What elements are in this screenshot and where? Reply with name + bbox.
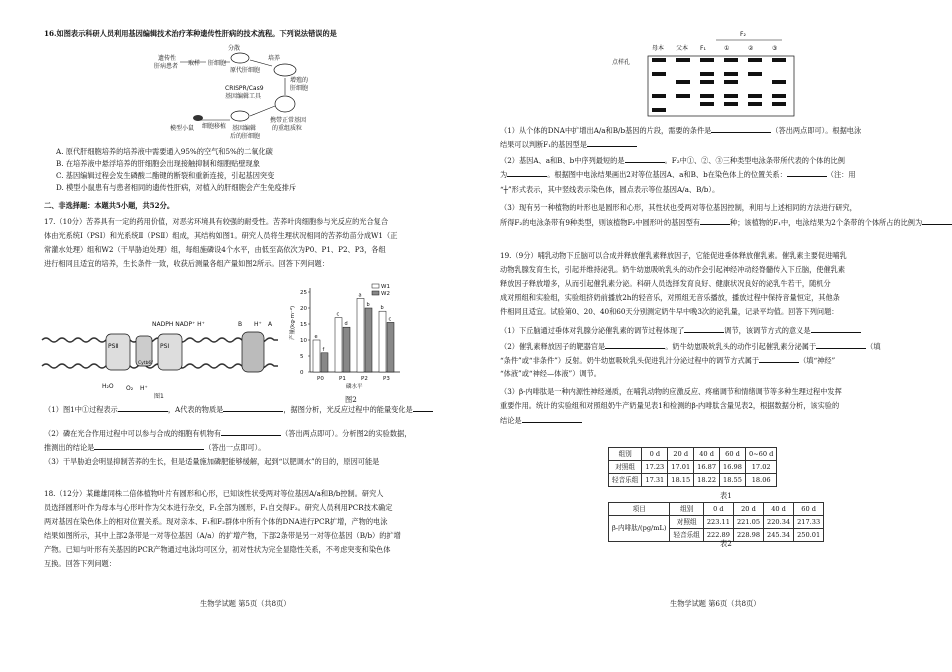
q18-line: 18.（12分）某雌雄同株二倍体植物叶片有圆形和心形，已知该性状受两对等位基因A/a和B/b控制。研究人 [44,489,384,498]
gel-frame [648,56,794,116]
t1-h: 0~60 d [745,448,776,461]
gel-wells [652,58,786,62]
ps2-complex [106,334,130,370]
fig-step6b: 肝细胞 [290,85,309,92]
gel-lane-label: 父本 [676,45,689,52]
dish-3 [231,111,249,121]
bar-W2-P0 [321,353,328,372]
q18-3: （3）现有另一种植物的叶形也是圆形和心形，其性状也受两对等位基因控制，利用与上述相同的方法进行研究， [500,203,857,212]
q19-2c: “体液”或“神经—体液”）调节。 [500,369,601,378]
table-row: 对照组 17.23 17.01 16.87 16.98 17.02 [609,461,777,474]
q18-1b: 结果可以判断F₁的基因型是 [500,140,637,148]
fig2-caption: 图2 [345,395,357,404]
fig-step9: 细胞移植 [202,123,227,130]
bar-W2-P1 [343,327,350,372]
fig-patient: 遗传性 [158,55,177,62]
right-footer: 生物学试题 第6页（共8页） [670,599,761,608]
ps1-complex [158,334,182,370]
fig-step4: 原代肝细胞 [230,67,261,74]
fig1-hplus: H⁺ [140,385,148,392]
legend-w2-label: W2 [381,291,390,297]
gel-lane-label: 母本 [652,45,665,52]
q18-line: 结果如图所示，其中上部2条带是一对等位基因（A/a）的扩增产物，下部2条带是另一对等位基因（B/b）的扩增 [44,531,401,540]
table-row: β-内啡肽/(pg/mL) 对照组 223.11 221.05 220.34 217.33 [609,516,824,529]
gel-well-label: 点样孔 [612,59,631,66]
gel-lane-label: F₁ [700,45,706,52]
plasmid [275,96,295,112]
q19-line: 成对照组和实验组，实验组挤奶前播放2h的轻音乐，对照组无音乐播放，播放过程中保持音量恒定，其他条 [500,293,840,302]
fig-tool2: 基因编辑工具 [225,93,262,100]
bar-W2-P3 [387,322,394,372]
q18-1: （1）从个体的DNA中扩增出A/a和B/b基因的片段，需要的条件是 （答出两点即可）。根据电泳 [500,126,862,135]
y-tick-label: 15 [300,322,307,328]
fig-step8: 基因编辑 [232,125,257,132]
y-tick-label: 25 [300,290,307,296]
gel-lane-label: ① [724,45,730,52]
figure-2-chart [288,280,406,390]
q18-line: 互换。回答下列问题： [44,559,116,568]
q17-line: 常灌水处理）组和W2（干旱胁迫处理）组，每组施磷设4个水平，由低至高依次为P0、P1、P2、P3，各组 [44,245,386,254]
fig1-o2: O₂ [126,385,134,392]
q18-line: 员选择圆形叶作为母本与心形叶作为父本进行杂交，F₁全部为圆形，F₁自交得F₂。研究人员利用PCR技术确定 [44,503,393,512]
fig1-cytb6f: Cytb6f [138,361,153,366]
t1-h: 20 d [668,448,694,461]
fig1-nadph: NADPH NADP⁺ H⁺ [152,321,205,328]
x-axis-label: 磷水平 [346,384,363,390]
bar-letter-label: e [314,334,318,340]
fig-step5: 培养 [268,55,281,62]
q18-line: 产物。已知与叶形有关基因的PCR产物通过电泳均可区分，初对性状为完全显隐性关系，不考虑突变和染色体 [44,545,391,554]
bar-letter-label: b [380,305,384,312]
fig1-h2o: H₂O [102,383,114,390]
y-tick-label: 20 [300,306,307,312]
legend-w2-swatch [372,291,379,295]
fig1-a: A [268,321,273,328]
q16-option-c: C. 基因编辑过程会发生磷酸二酯键的断裂和重新连接，引起基因突变 [56,171,275,180]
fig-step6: 增殖的 [290,77,309,84]
gel-lane-label: ③ [772,45,778,52]
q17-line: 17.（10分）苦荞具有一定的药用价值，对恶劣环境具有较强的耐受性。苦荞叶肉细胞参与光反应的光合复合 [44,217,389,226]
q19-line: 动物乳腺发育生长，引起并维持泌乳。奶牛幼崽吸吮乳头的动作会引起神经冲动经脊髓传入下丘脑，使催乳素 [500,265,846,274]
y-axis-label: 产量(kg·m⁻²) [290,305,296,340]
gel-figure [612,28,802,120]
x-tick-label: P3 [383,376,390,382]
fig1-ps2: PSⅡ [108,343,119,350]
fig-step2: 肝细胞 [208,60,227,67]
q19-2: （2）催乳素释放因子的靶器官是 。奶牛幼崽吸吮乳头的动作引起催乳素分泌属于 （填 [500,342,881,351]
table-1-header [609,448,777,461]
left-footer: 生物学试题 第5页（共8页） [200,599,291,608]
fig-patient2: 肝病患者 [154,63,179,70]
q19-line: 件相同且适宜。试验第0、20、40和60天分别测定奶牛早中晚3次的泌乳量，记录平均值。回答下列问题： [500,307,839,316]
bar-W1-P0 [313,340,320,372]
bar-letter-label: f [322,346,325,353]
t1-h: 组别 [609,448,642,461]
q16-option-b: B. 在培养液中悬浮培养的肝细胞会出现接触抑制和细胞贴壁现象 [56,159,260,168]
table-2 [608,502,824,542]
x-tick-label: P2 [361,376,368,382]
q19-2b: “条件”或“非条件”）反射。奶牛幼崽吸吮乳头促进乳汁分泌过程中的调节方式属于 （填“神经” [500,356,836,365]
legend-w1-label: W1 [381,284,390,290]
bar-W1-P2 [357,298,364,372]
q16-stem: 16.如图表示科研人员利用基因编辑技术治疗苯种遗传性肝病的技术流程。下列说法错误的是 [44,29,337,38]
bar-W1-P1 [335,318,342,372]
table-1-caption: 表1 [720,491,732,500]
q16-flow-figure [140,40,320,145]
t1-h: 60 d [720,448,746,461]
q18-2c: “┼”形式表示，其中竖线表示染色体，圆点表示等位基因A/a、B/b）。 [500,185,720,194]
t1-h: 0 d [642,448,668,461]
dish-2 [274,64,296,76]
atp-synthase [242,332,264,372]
q18-2b: 为 。根据图中电泳结果画出2对等位基因A、a和B、b在染色体上的位置关系： （注：用 [500,170,856,179]
q19-3: （3）β-内啡肽是一种内源性神经递质，在哺乳动物的应激反应、疼痛调节和情绪调节等多种生理过程中发挥 [500,387,842,396]
fig-step8b: 后的肝细胞 [230,133,261,140]
y-tick-label: 10 [300,338,307,344]
bar-letter-label: d [344,321,348,328]
fig-tool: CRISPR/Cas9 [225,85,264,92]
gel-bands [652,72,786,112]
bar-letter-label: c [388,316,392,323]
fig1-caption: 图1 [154,393,164,400]
fig-step1: 取样 [188,60,201,67]
table-1 [608,447,777,487]
q18-3b: 所得F₂的电泳条带有9种类型，则该植物F₂中圆形叶的基因型有 种；该植物的F₁中，电泳结果为2个条带的个体所占的比例为 [500,218,952,226]
q19-1: （1）下丘脑通过垂体对乳腺分泌催乳素的调节过程体现了 调节，该调节方式的意义是 [500,326,861,334]
figure-1 [42,318,282,398]
bar-W2-P2 [365,308,372,372]
table-row: 轻音乐组 17.31 18.15 18.22 18.55 18.06 [609,474,777,487]
y-tick-label: 0 [300,370,304,376]
q19-3c: 结论是 [500,416,582,424]
legend-w1-swatch [372,284,379,288]
y-tick-label: 5 [300,354,304,360]
bar-letter-label: b [366,302,370,308]
q19-line: 释放因子释放增多，从而引起催乳素分泌。科研人员选择发育良好、健康状况良好的泌乳牛若干，随机分 [500,279,831,288]
fig-step3: 分散 [228,45,241,52]
q16-option-d: D. 模型小鼠患有与患者相同的遗传性肝病，对植入的肝细胞会产生免疫排斥 [56,183,297,192]
section-2-heading: 二、非选择题：本题共5小题，共52分。 [44,201,175,210]
q17-3: （3）干旱胁迫会明显抑制苦荞的生长，但是适量施加磷肥能够缓解，起到“以肥调水”的目的，原因可能是 [44,457,380,466]
bar-letter-label: a [358,292,362,299]
x-tick-label: P1 [339,376,346,382]
q17-line: 体由光系统Ⅰ（PSⅠ）和光系统Ⅱ（PSⅡ）组成，其结构如图1。研究人员将生理状况相同的苦荞幼苗分成W1（正 [44,231,398,240]
q18-2: （2）基因A、a和B、b中序列最短的是 。F₂中①、②、③三种类型电泳条带所代表的个体的比例 [500,156,845,165]
left-page [0,0,470,672]
right-page [480,0,950,672]
dish-1 [231,53,249,63]
table-2-header: 项目 组别 0 d 20 d 40 d 60 d [609,503,824,516]
q17-2b: 推测出的结论是 （答出一点即可）。 [44,443,266,452]
q18-line: 两对基因在染色体上的相对位置关系。现对亲本、F₁和F₂群体中所有个体的DNA进行PCR扩增，产物的电泳 [44,517,388,526]
gel-lane-label: ② [748,45,754,52]
q17-1: （1）图1中①过程表示 ，A代表的物质是 ，据图分析，光反应过程中的能量变化是 [44,405,433,413]
bar-letter-label: c [336,311,340,318]
fig1-ps1: PSⅠ [160,343,170,350]
q19-line: 19.（9分）哺乳动物下丘脑可以合成并释放催乳素释放因子，它能促进垂体释放催乳素。催乳素主要促进哺乳 [500,251,847,260]
x-tick-label: P0 [317,376,324,382]
t1-h: 40 d [694,448,720,461]
q16-option-a: A. 原代肝细胞培养的培养液中需要通入95%的空气和5%的二氧化碳 [56,147,273,156]
fig1-h: H⁺ [254,321,262,328]
fig-mouse: 模型小鼠 [170,125,195,132]
q17-line: 进行相同且适宜的培养，生长条件一致，收获后测量各组产量如图2所示。回答下列问题： [44,259,329,268]
gel-f2: F₂ [740,31,746,38]
fig1-b: B [238,321,243,328]
table-row: 轻音乐组 222.89 228.98 245.34 250.01 [609,529,824,542]
fig-step7: 携带正常基因 [270,117,307,124]
fig-step7b: 的重组质粒 [272,125,303,132]
q19-3b: 重要作用。统计的实验组和对照组奶牛产奶量见表1和检测的β-内啡肽含量见表2，根据数据分析，该实验的 [500,401,840,410]
bar-W1-P3 [379,311,386,372]
table-2-caption: 表2 [720,539,732,548]
q17-2: （2）磷在光合作用过程中可以参与合成的细胞有机物有 （答出两点即可）。分析图2的实验数据， [44,429,412,438]
